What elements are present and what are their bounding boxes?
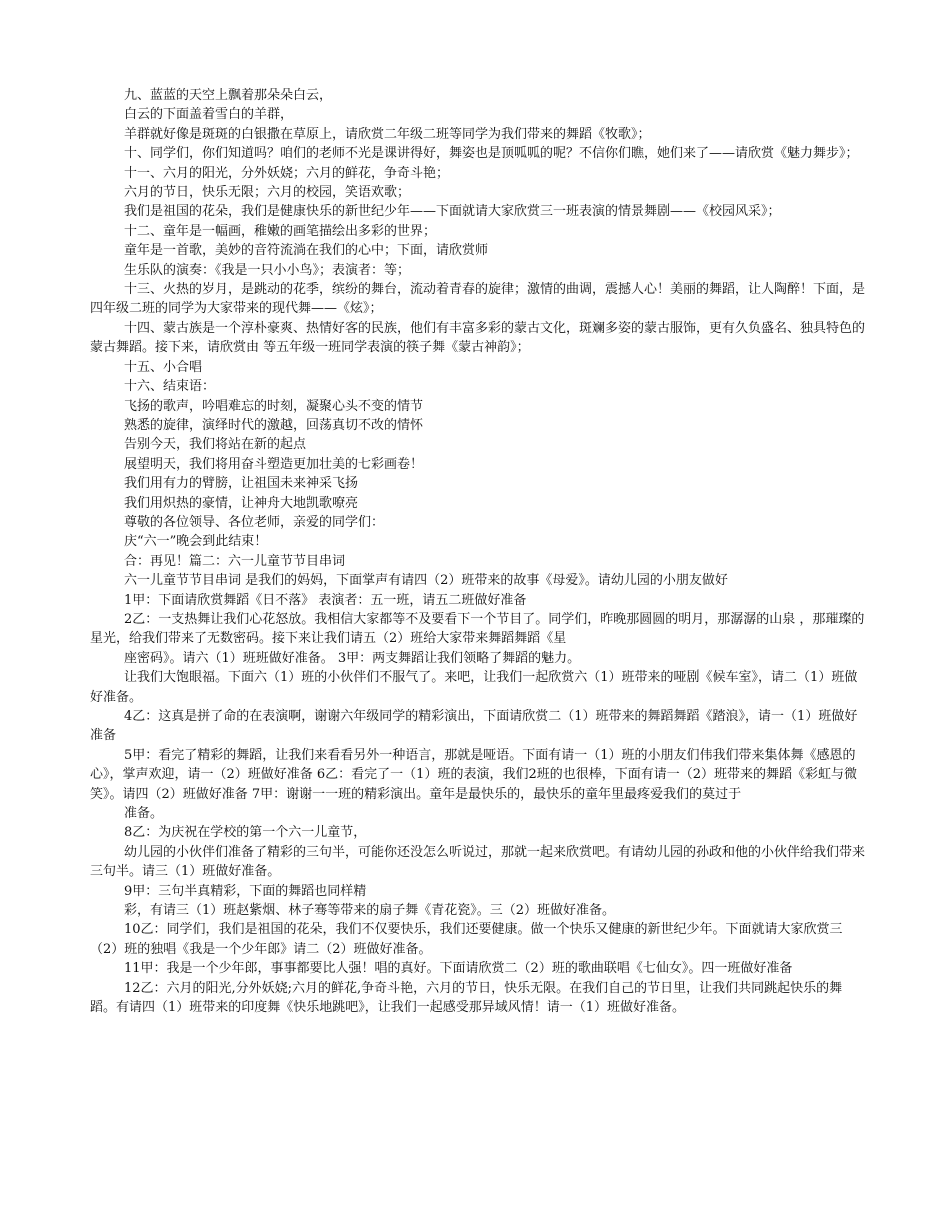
text-line: 4乙：这真是拼了命的在表演啊，谢谢六年级同学的精彩演出，下面请欣赏二（1）班带来的舞蹈舞蹈《踏浪》，请一（1）班做好准备 (90, 709, 858, 744)
text-line: 我们是祖国的花朵，我们是健康快乐的新世纪少年——下面就请大家欣赏三一班表演的情景舞剧——《校园风采》； (124, 204, 781, 220)
text-line: 座密码》。请六（1）班班做好准备。 3甲：两支舞蹈让我们领略了舞蹈的魅力。 (124, 650, 581, 666)
text-line: 告别今天，我们将站在新的起点 (124, 437, 307, 453)
text-line: 12乙：六月的阳光,分外妖娆;六月的鲜花,争奇斗艳，六月的节日，快乐无限。在我们自己的节日里，让我们共同跳起快乐的舞蹈。有请四（1）班带来的印度舞《快乐地跳吧》，让我们一起感受那异域风情！请一（1）班做好准备。 (90, 980, 843, 1016)
text-line: 准备。 (124, 806, 164, 822)
text-line: 十五、小合唱 (124, 359, 203, 375)
text-line: 合：再见！篇二：六一儿童节节目串词 (124, 553, 346, 569)
text-line: 我们用有力的臂膀，让祖国未来神采飞扬 (124, 476, 359, 492)
text-line: 展望明天，我们将用奋斗塑造更加壮美的七彩画卷！ (124, 456, 424, 472)
text-line: 九、蓝蓝的天空上飘着那朵朵白云， (124, 88, 333, 103)
text-line: 十三、火热的岁月，是跳动的花季，缤纷的舞台，流动着青春的旋律；激情的曲调，震撼人心！美丽的舞蹈，让人陶醉！下面，是四年级二班的同学为大家带来的现代舞——《炫》； (90, 282, 866, 317)
text-line: 2乙：一支热舞让我们心花怒放。我相信大家都等不及要看下一个节目了。同学们，昨晚那圆圆的明月，那潺潺的山泉 ，那璀璨的星光，给我们带来了无数密码。接下来让我们请五（2）班给大家带来舞蹈舞蹈《星 (90, 611, 865, 647)
text-line: 生乐队的演奏：《我是一只小小鸟》；表演者：等； (124, 262, 411, 278)
text-line: 十一、六月的阳光，分外妖娆；六月的鲜花，争奇斗艳； (124, 165, 450, 181)
text-line: 尊敬的各位领导、各位老师，亲爱的同学们： (124, 514, 385, 530)
text-line: 飞扬的歌声，吟唱难忘的时刻，凝聚心头不变的情节 (124, 398, 424, 414)
text-line: 白云的下面盖着雪白的羊群， (124, 107, 294, 123)
text-line: 熟悉的旋律，演绎时代的激越，回荡真切不改的情怀 (124, 417, 424, 433)
text-line: 5甲：看完了精彩的舞蹈，让我们来看看另外一种语言，那就是哑语。下面有请一（1）班的小朋友们伟我们带来集体舞《感恩的心》，掌声欢迎，请一（2）班做好准备 6乙：看完了一（1）班的表演，我们2班的也很棒，下面有请一（2）班带来的舞蹈《彩虹与微笑》。请四（2）班做好准备 7甲：谢谢一一班的精彩演出。童年是最快乐的，最快乐的童年里最疼爱我们的莫过于 (90, 747, 857, 802)
text-line: 庆“六一”晚会到此结束！ (124, 534, 268, 550)
text-line: 六一儿童节节目串词 是我们的妈妈，下面掌声有请四（2）班带来的故事《母爱》。请幼儿园的小朋友做好 (124, 573, 728, 589)
text-line: 幼儿园的小伙伴们准备了精彩的三句半，可能你还没怎么听说过，那就一起来欣赏吧。有请幼儿园的孙政和他的小伙伴给我们带来三句半。请三（1）班做好准备。 (90, 844, 866, 880)
text-line: 8乙：为庆祝在学校的第一个六一儿童节， (124, 825, 367, 841)
text-line: 十六、结束语： (124, 379, 216, 395)
document-body (90, 86, 866, 1018)
text-line: 六月的节日，快乐无限；六月的校园，笑语欢歌； (124, 185, 411, 201)
text-line: 11甲：我是一个少年郎，事事都要比人强！唱的真好。下面请欣赏二（2）班的歌曲联唱《七仙女》。四一班做好准备 (124, 961, 793, 977)
text-line: 我们用炽热的豪情，让神舟大地凯歌嘹亮 (124, 495, 359, 511)
text-line: 十、同学们，你们知道吗？咱们的老师不光是课讲得好，舞姿也是顶呱呱的呢？不信你们瞧，她们来了——请欣赏《魅力舞步》； (124, 146, 859, 162)
text-line: 彩，有请三（1）班赵紫烟、林子骞等带来的扇子舞《青花瓷》。三（2）班做好准备。 (124, 903, 616, 919)
text-line: 十四、蒙古族是一个淳朴豪爽、热情好客的民族，他们有丰富多彩的蒙古文化，斑斓多姿的蒙古服饰，更有久负盛名、独具特色的蒙古舞蹈。接下来，请欣赏由 等五年级一班同学表演的筷子舞《蒙古神韵》； (90, 320, 866, 356)
text-line: 1甲：下面请欣赏舞蹈《日不落》 表演者：五一班，请五二班做好准备 (124, 592, 527, 608)
text-line: 童年是一首歌，美妙的音符流淌在我们的心中；下面，请欣赏师 (124, 243, 489, 259)
text-line: 羊群就好像是斑斑的白银撒在草原上，请欣赏二年级二班等同学为我们带来的舞蹈《牧歌》； (124, 126, 651, 142)
text-line: 10乙：同学们，我们是祖国的花朵，我们不仅要快乐，我们还要健康。做一个快乐又健康的新世纪少年。下面就请大家欣赏三（2）班的独唱《我是一个少年郎》请二（2）班做好准备。 (90, 922, 843, 957)
text-line: 让我们大饱眼福。下面六（1）班的小伙伴们不服气了。来吧，让我们一起欣赏六（1）班带来的哑剧《候车室》，请二（1）班做好准备。 (90, 670, 858, 705)
text-line: 十二、童年是一幅画，稚嫩的画笔描绘出多彩的世界； (124, 223, 437, 239)
text-line: 9甲：三句半真精彩，下面的舞蹈也同样精 (124, 883, 367, 899)
